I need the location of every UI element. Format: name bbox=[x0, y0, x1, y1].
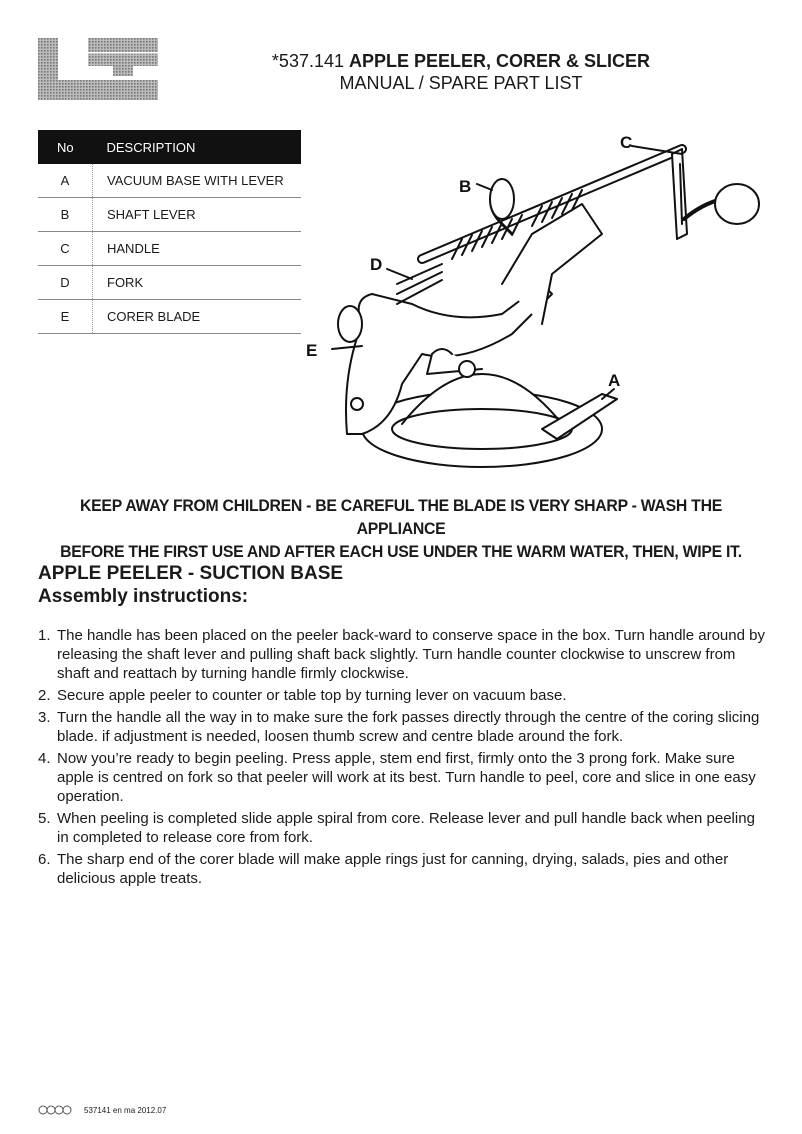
part-description: FORK bbox=[93, 266, 302, 300]
footer-code: 537141 en ma 2012.07 bbox=[84, 1105, 167, 1115]
product-name: APPLE PEELER, CORER & SLICER bbox=[349, 51, 651, 71]
callout-a: A bbox=[608, 371, 621, 390]
footer-rings-icon bbox=[38, 1105, 78, 1115]
step-number: 6. bbox=[38, 851, 51, 868]
product-title bbox=[180, 50, 742, 72]
footer bbox=[38, 1105, 166, 1115]
step-text: Now you’re ready to begin peeling. Press apple, stem end first, firmly onto the 3 prong fork. Make sure apple is centred on fork so that peeler will work at its best. Turn handle to peel, core and slice in one easy operation. bbox=[57, 750, 756, 805]
section-title: APPLE PEELER - SUCTION BASE bbox=[38, 563, 344, 584]
part-description: CORER BLADE bbox=[93, 300, 302, 334]
step-text: When peeling is completed slide apple spiral from core. Release lever and pull handle back when peeling in completed to release core from fork. bbox=[57, 810, 755, 846]
list-item bbox=[38, 626, 768, 683]
part-description: VACUUM BASE WITH LEVER bbox=[93, 164, 302, 198]
part-description: SHAFT LEVER bbox=[93, 198, 302, 232]
step-text: Secure apple peeler to counter or table top by turning lever on vacuum base. bbox=[57, 687, 567, 704]
table-row bbox=[38, 300, 301, 334]
part-no: D bbox=[38, 266, 93, 300]
part-no: B bbox=[38, 198, 93, 232]
apple-peeler-diagram bbox=[302, 124, 762, 474]
step-text: Turn the handle all the way in to make sure the fork passes directly through the centre of the coring slicing blade. if adjustment is needed, loosen thumb screw and centre blade around the fork. bbox=[57, 709, 760, 745]
step-text: The sharp end of the corer blade will make apple rings just for canning, drying, salads, pies and other delicious apple treats. bbox=[57, 851, 729, 887]
callout-c: C bbox=[620, 133, 633, 152]
step-number: 1. bbox=[38, 627, 51, 644]
column-header-description: DESCRIPTION bbox=[93, 130, 302, 164]
list-item bbox=[38, 749, 768, 806]
step-number: 4. bbox=[38, 750, 51, 767]
callout-d: D bbox=[370, 255, 383, 274]
callout-e: E bbox=[306, 341, 318, 360]
step-number: 5. bbox=[38, 810, 51, 827]
table-header-row bbox=[38, 130, 301, 164]
table-row bbox=[38, 232, 301, 266]
section-subtitle: Assembly instructions: bbox=[38, 586, 249, 607]
list-item bbox=[38, 850, 768, 888]
table-row bbox=[38, 198, 301, 232]
step-text: The handle has been placed on the peeler back-ward to conserve space in the box. Turn handle around by releasing the shaft lever and pulling shaft back slightly. Turn handle counter clockwise to unscrew from shaft and reattach by turning handle firmly clockwise. bbox=[57, 627, 765, 682]
part-no: A bbox=[38, 164, 93, 198]
table-row bbox=[38, 266, 301, 300]
step-number: 3. bbox=[38, 709, 51, 726]
document-header bbox=[180, 50, 742, 94]
instruction-list bbox=[38, 626, 768, 891]
part-no: E bbox=[38, 300, 93, 334]
list-item bbox=[38, 708, 768, 746]
part-description: HANDLE bbox=[93, 232, 302, 266]
product-code: *537.141 bbox=[271, 51, 344, 71]
warning-line-2: BEFORE THE FIRST USE AND AFTER EACH USE UNDER THE WARM WATER, THEN, WIPE IT. bbox=[60, 542, 742, 561]
parts-table bbox=[38, 130, 301, 334]
part-no: C bbox=[38, 232, 93, 266]
column-header-no: No bbox=[38, 130, 93, 164]
list-item bbox=[38, 809, 768, 847]
document-subtitle: MANUAL / SPARE PART LIST bbox=[339, 73, 583, 93]
warning-line-1: KEEP AWAY FROM CHILDREN - BE CAREFUL THE BLADE IS VERY SHARP - WASH THE APPLIANCE bbox=[80, 496, 722, 538]
table-row bbox=[38, 164, 301, 198]
callout-b: B bbox=[459, 177, 472, 196]
safety-warning bbox=[56, 494, 746, 563]
step-number: 2. bbox=[38, 687, 51, 704]
list-item bbox=[38, 686, 768, 705]
brand-logo bbox=[38, 38, 158, 100]
